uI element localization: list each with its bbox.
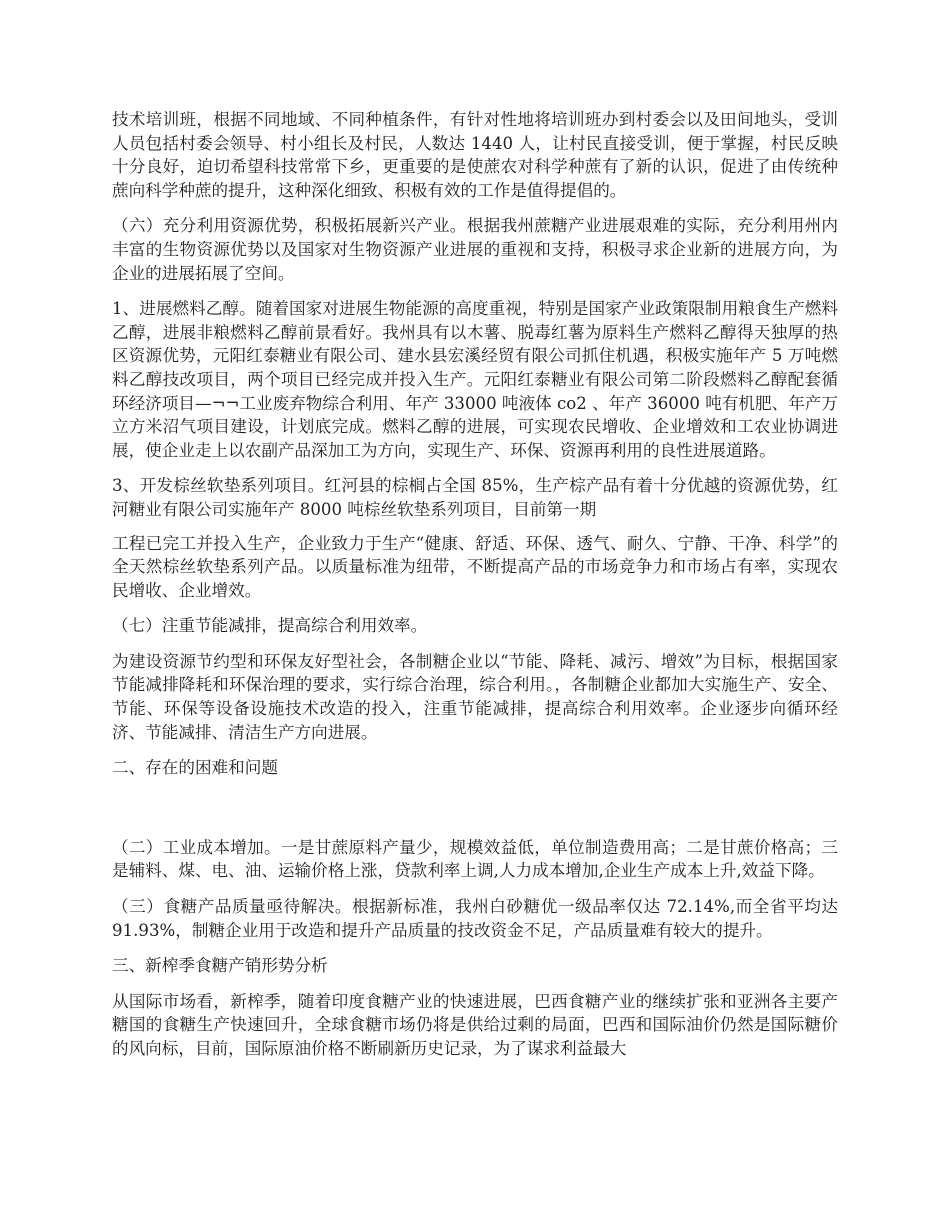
- paragraph-fuel-ethanol: 1、进展燃料乙醇。随着国家对进展生物能源的高度重视，特别是国家产业政策限制用粮食生产燃料乙醇，进展非粮燃料乙醇前景看好。我州具有以木薯、脱毒红薯为原料生产燃料乙醇得天独厚的热区资源优势，元阳红泰糖业有限公司、建水县宏溪经贸有限公司抓住机遇，积极实施年产 5 万吨燃料乙醇技改项目，两个项目已经完成并投入生产。元阳红泰糖业有限公司第二阶段燃料乙醇配套循环经济项目—¬¬工业废弃物综合利用、年产 33000 吨液体 co2 、年产 36000 吨有机肥、年产万立方米沼气项目建设，计划底完成。燃料乙醇的进展，可实现农民增收、企业增效和工农业协调进展，使企业走上以农副产品深加工为方向，实现生产、环保、资源再利用的良性进展道路。: [112, 299, 838, 460]
- paragraph-palm-fiber: 3、开发棕丝软垫系列项目。红河县的棕榈占全国 85%，生产棕产品有着十分优越的资源优势，红河糖业有限公司实施年产 8000 吨棕丝软垫系列项目，目前第一期: [112, 476, 838, 519]
- paragraph-section-six: （六）充分利用资源优势，积极拓展新兴产业。根据我州蔗糖产业进展艰难的实际，充分利用州内丰富的生物资源优势以及国家对生物资源产业进展的重视和支持，积极寻求企业新的进展方向，为企业的进展拓展了空间。: [112, 216, 838, 283]
- heading-difficulties: 二、存在的困难和问题: [112, 758, 278, 778]
- paragraph-palm-fiber-continued: 工程已完工并投入生产，企业致力于生产“健康、舒适、环保、透气、耐久、宁静、干净、科学”的全天然棕丝软垫系列产品。以质量标准为纽带，不断提高产品的市场竞争力和市场占有率，实现农民增收、企业增效。: [112, 533, 838, 600]
- blank-gap: [112, 792, 838, 836]
- heading-market-analysis: 三、新榨季食糖产销形势分析: [112, 956, 328, 976]
- paragraph-international-market: 从国际市场看，新榨季，随着印度食糖产业的快速进展，巴西食糖产业的继续扩张和亚洲各主要产糖国的食糖生产快速回升，全球食糖市场仍将是供给过剩的局面，巴西和国际油价仍然是国际糖价的风向标，目前，国际原油价格不断刷新历史记录，为了谋求利益最大: [112, 991, 838, 1058]
- paragraph-training: 技术培训班，根据不同地域、不同种植条件，有针对性地将培训班办到村委会以及田间地头，受训人员包括村委会领导、村小组长及村民，人数达 1440 人，让村民直接受训，便于掌握，村民反映十分良好，迫切希望科技常常下乡，更重要的是使蔗农对科学种蔗有了新的认识，促进了由传统种蔗向科学种蔗的提升，这种深化细致、积极有效的工作是值得提倡的。: [112, 110, 838, 200]
- paragraph-energy-saving: 为建设资源节约型和环保友好型社会，各制糖企业以“节能、降耗、减污、增效”为目标，根据国家节能减排降耗和环保治理的要求，实行综合治理，综合利用。，各制糖企业都加大实施生产、安全、节能、环保等设备设施技术改造的投入，注重节能减排，提高综合利用效率。企业逐步向循环经济、节能减排、清洁生产方向进展。: [112, 651, 838, 742]
- paragraph-product-quality: （三）食糖产品质量亟待解决。根据新标准，我州白砂糖优一级品率仅达 72.14%,而全省平均达 91.93%，制糖企业用于改造和提升产品质量的技改资金不足，产品质量难有较大的提升。: [112, 897, 838, 940]
- paragraph-industrial-cost: （二）工业成本增加。一是甘蔗原料产量少，规模效益低，单位制造费用高；二是甘蔗价格高；三是辅料、煤、电、油、运输价格上涨，贷款利率上调,人力成本增加,企业生产成本上升,效益下降。: [112, 837, 838, 881]
- heading-section-seven: （七）注重节能减排，提高综合利用效率。: [112, 616, 428, 636]
